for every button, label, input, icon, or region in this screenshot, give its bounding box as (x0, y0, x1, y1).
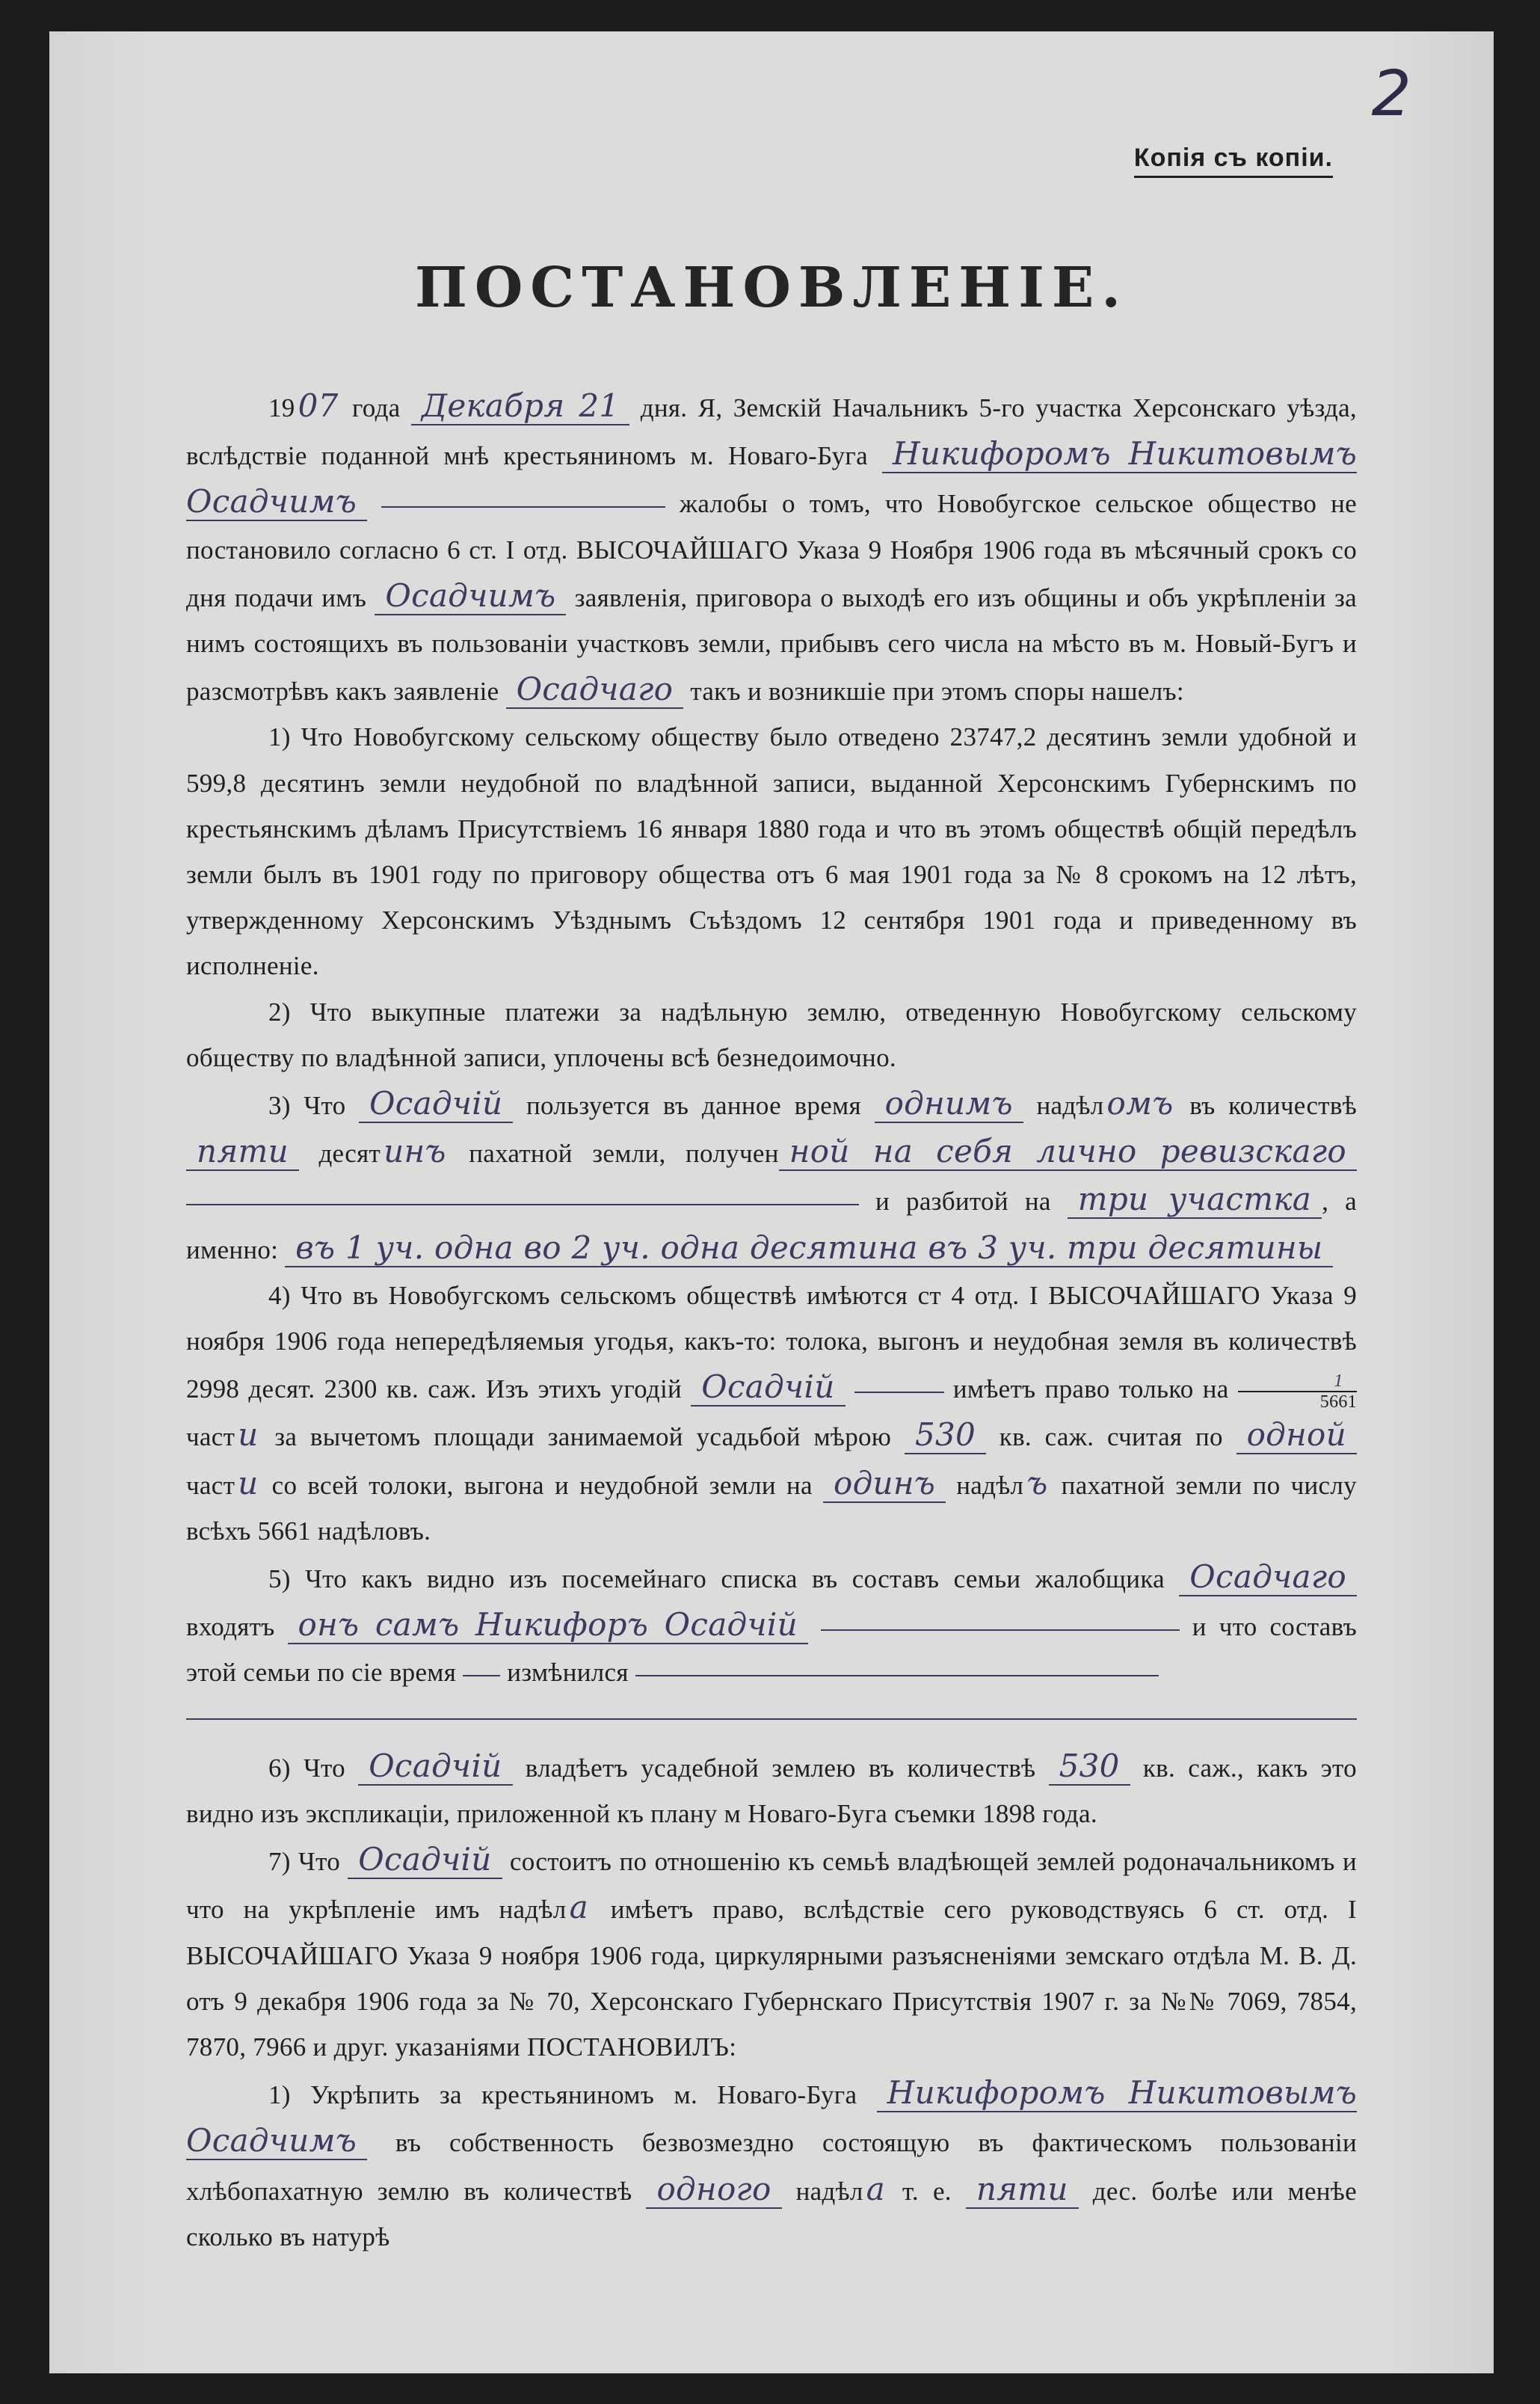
handwritten-name: Никифоромъ Никитовымъ Осадчимъ (186, 435, 1357, 520)
page-number: 2 (1371, 57, 1411, 130)
handwritten-name: Осадчаго (506, 671, 684, 709)
handwritten-name: Осадчій (358, 1747, 512, 1786)
handwritten-entry: пяти (186, 1133, 299, 1171)
handwritten-entry: однимъ (875, 1085, 1023, 1123)
handwritten-entry: одной (1236, 1416, 1357, 1454)
copy-note: Копія съ копіи. (1134, 144, 1333, 178)
fraction: $\frac{1}{5661}$ (1238, 1371, 1357, 1412)
handwritten-entry: онъ самъ Никифоръ Осадчій (288, 1606, 808, 1644)
handwritten-name: Осадчій (348, 1841, 502, 1879)
intro-paragraph: 1907 года Декабря 21 дня. Я, Земскій Начальникъ 5-го участка Херсонскаго уѣзда, вслѣдствіе поданной мнѣ крестьяниномъ м. Новаго-Буга Никифоромъ Никитовымъ Осадчимъ жалобы о томъ, что Новобугское сельское общество не постановило согласно 6 ст. I отд. ВЫСОЧАЙШАГО Указа 9 Ноября 1906 года въ мѣсячный срокъ со дня подачи имъ Осадчимъ заявленія, приговора о выходѣ его изъ общины и объ укрѣпленіи за нимъ состоящихъ въ пользованіи участковъ земли, прибывъ сего числа на мѣсто въ м. Новый-Бугъ и разсмотрѣвъ какъ заявленіе Осадчаго такъ и возникшіе при этомъ споры нашелъ: (186, 387, 1358, 708)
finding-6: 6) Что Осадчій владѣетъ усадебной землею въ количествѣ 530 кв. саж., какъ это видно изъ экспликаціи, приложенной къ плану м Новаго-Буга съемки 1898 года. (186, 1747, 1357, 1828)
document-body (186, 383, 1357, 2260)
handwritten-name: Осадчій (359, 1085, 513, 1123)
resolution-1: 1) Укрѣпить за крестьяниномъ м. Новаго-Буга Никифоромъ Никитовымъ Осадчимъ въ собственность безвозмездно состоящую въ фактическомъ пользованіи хлѣбопахатную землю въ количествѣ одного надѣла т. е. пяти дес. болѣе или менѣе сколько въ натурѣ (186, 2074, 1357, 2251)
handwritten-name: Осадчаго (1179, 1558, 1357, 1596)
handwritten-date: Декабря 21 (411, 387, 630, 425)
blank-ruled-line (186, 1696, 1357, 1720)
handwritten-entry: одинъ (823, 1465, 946, 1503)
finding-3: 3) Что Осадчій пользуется въ данное время однимъ надѣломъ въ количествѣ пяти десятинъ пахатной земли, получен ной на себя лично ревизскаго и разбитой на три участка , а именно: въ 1 уч. одна во 2 уч. одна десятина въ 3 уч. три десятины (186, 1085, 1358, 1266)
handwritten-name: Никифоромъ Никитовымъ Осадчимъ (186, 2074, 1357, 2159)
handwritten-name: Осадчій (691, 1368, 845, 1407)
document-page (49, 31, 1494, 2373)
handwritten-entry: 530 (1049, 1747, 1130, 1786)
finding-1: 1) Что Новобугскому сельскому обществу было отведено 23747,2 десятинъ земли удобной и 599,8 десятинъ земли неудобной по владѣнной записи, выданной Херсонскимъ Губернскимъ по крестьянскимъ дѣламъ Присутствіемъ 16 января 1880 года и что въ этомъ обществѣ общій передѣлъ земли былъ въ 1901 году по приговору общества отъ 6 мая 1901 года за № 8 срокомъ на 12 лѣтъ, утвержденному Херсонскимъ Уѣзднымъ Съѣздомъ 12 сентября 1901 года и приведенному въ исполненіе. (186, 722, 1357, 981)
handwritten-entry: три участка (1068, 1181, 1322, 1219)
handwritten-name: Осадчимъ (375, 577, 566, 615)
finding-2: 2) Что выкупные платежи за надѣльную землю, отведенную Новобугскому сельскому обществу по владѣнной записи, уплочены всѣ безнедоимочно. (186, 997, 1357, 1072)
handwritten-entry: одного (646, 2171, 781, 2209)
handwritten-entry: въ 1 уч. одна во 2 уч. одна десятина въ 3 уч. три десятины (285, 1229, 1333, 1267)
finding-7: 7) Что Осадчій состоитъ по отношенію къ семьѣ владѣющей землей родоначальникомъ и что на укрѣпленіе имъ надѣла имѣетъ право, вслѣдствіе сего руководствуясь 6 ст. отд. I ВЫСОЧАЙШАГО Указа 9 ноября 1906 года, циркулярными разъясненіями земскаго отдѣла М. В. Д. отъ 9 декабря 1906 года за № 70, Херсонскаго Губернскаго Присутствія 1907 г. за №№ 7069, 7854, 7870, 7966 и друг. указаніями ПОСТАНОВИЛЪ: (186, 1841, 1357, 2062)
handwritten-entry: 530 (905, 1416, 986, 1454)
finding-4: 4) Что въ Новобугскомъ сельскомъ обществѣ имѣются ст 4 отд. I ВЫСОЧАЙШАГО Указа 9 ноября 1906 года непередѣляемыя угодья, какъ-то: толока, выгонъ и неудобная земля въ количествѣ 2998 десят. 2300 кв. саж. Изъ этихъ угодій Осадчій имѣетъ право только на $\frac{1}{5661}$ части за вычетомъ площади занимаемой усадьбой мѣрою 530 кв. саж. считая по одной части со всей толоки, выгона и неудобной земли на одинъ надѣлъ пахатной земли по числу всѣхъ 5661 надѣловъ. (186, 1280, 1357, 1546)
handwritten-entry: ной на себя лично ревизскаго (779, 1133, 1357, 1171)
handwritten-year: 07 (298, 387, 339, 424)
document-title: ПОСТАНОВЛЕНІЕ. (414, 256, 1129, 320)
finding-5: 5) Что какъ видно изъ посемейнаго списка въ составъ семьи жалобщика Осадчаго входятъ онъ самъ Никифоръ Осадчій и что составъ этой семьи по сіе время измѣнился (186, 1558, 1357, 1688)
handwritten-entry: пяти (966, 2171, 1079, 2209)
